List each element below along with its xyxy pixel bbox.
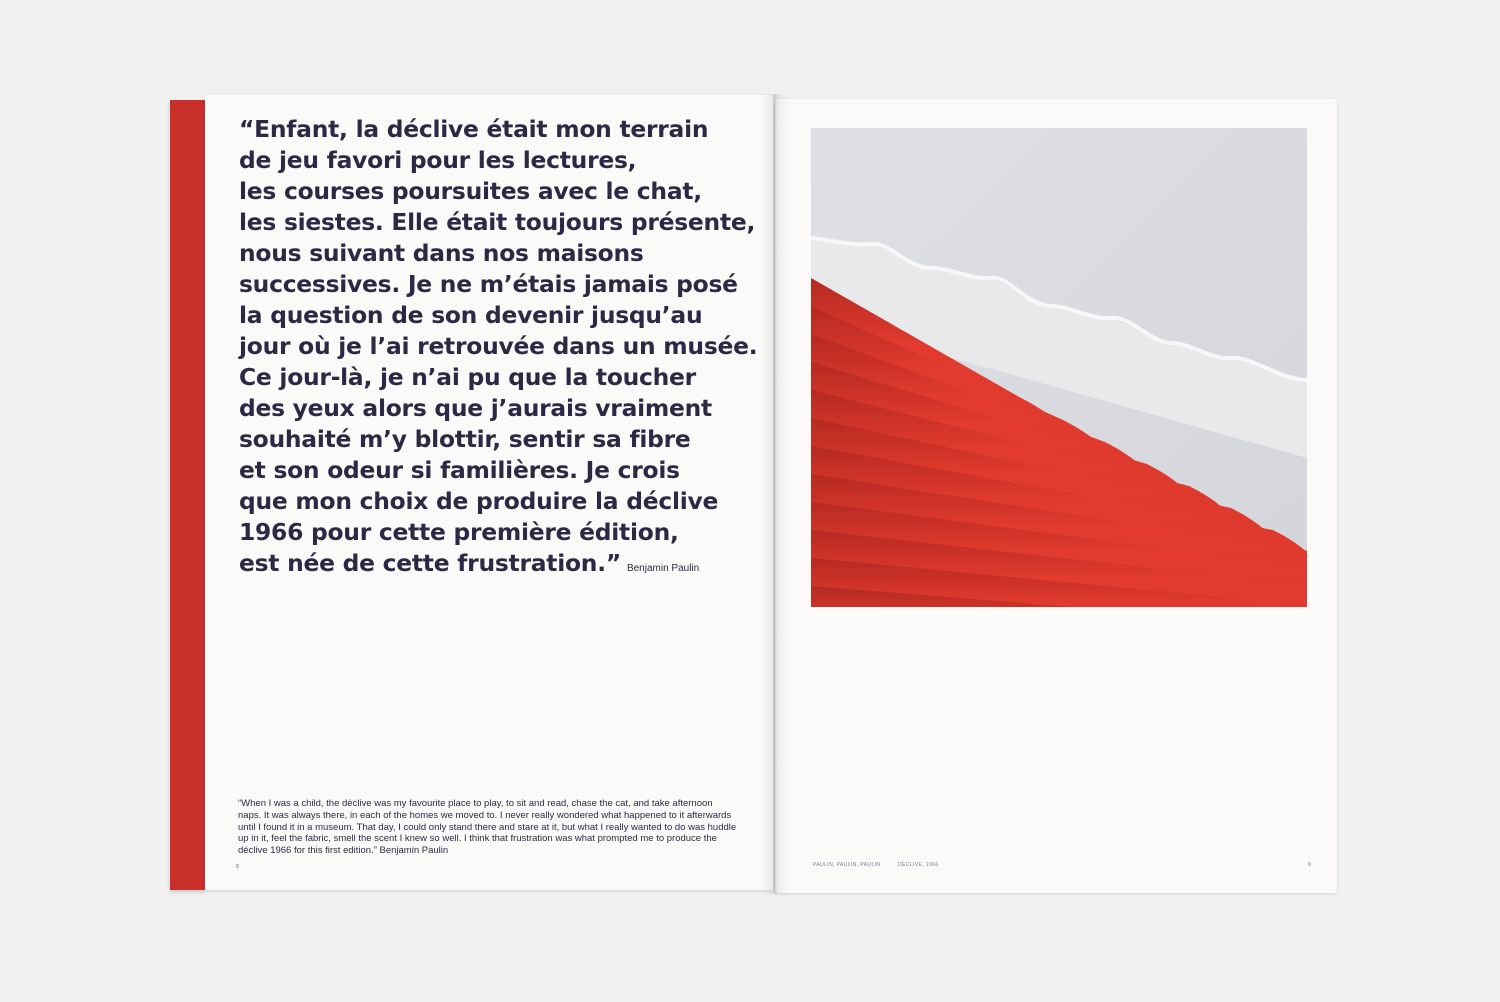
red-declive-sofa-photo (811, 128, 1307, 607)
quote-text: “Enfant, la déclive était mon terrain de jeu favori pour les lectures, les courses poursuites avec le chat, les siestes. Elle était toujours présente, nous suivant dans nos maisons successives. Je ne m’étais jamais posé la question de son devenir jusqu’au jour où je l’ai retrouvée dans un musée. Ce jour-là, je n’ai pu que la toucher des yeux alors que j’aurais vraiment souhaité m’y blottir, sentir sa fibre et son odeur si familières. Je crois que mon choix de produire la déclive 1966 pour cette première édition, est née de cette frustration.” (239, 115, 758, 577)
quote-author: Benjamin Paulin (626, 563, 700, 574)
page-number-right: 9 (1308, 862, 1312, 868)
pull-quote (239, 114, 759, 584)
page-number-left: 8 (236, 864, 240, 870)
running-head-author: PAULIN, PAULIN, PAULIN (813, 862, 881, 868)
running-head-title: DÉCLIVE, 1966 (898, 862, 939, 868)
book-cover-edge (170, 100, 206, 890)
english-translation: “When I was a child, the déclive was my favourite place to play, to sit and read, chase the cat, and take afternoon naps. It was always there, in each of the homes we moved to. I never really wondered what happened to it afterwards until I found it in a museum. That day, I could only stand there and stare at it, but what I really wanted to do was huddle up in it, feel the fabric, smell the scent I knew so well. I think that frustration was what prompted me to produce the déclive 1966 for this first edition.” Benjamin Paulin (238, 798, 737, 857)
